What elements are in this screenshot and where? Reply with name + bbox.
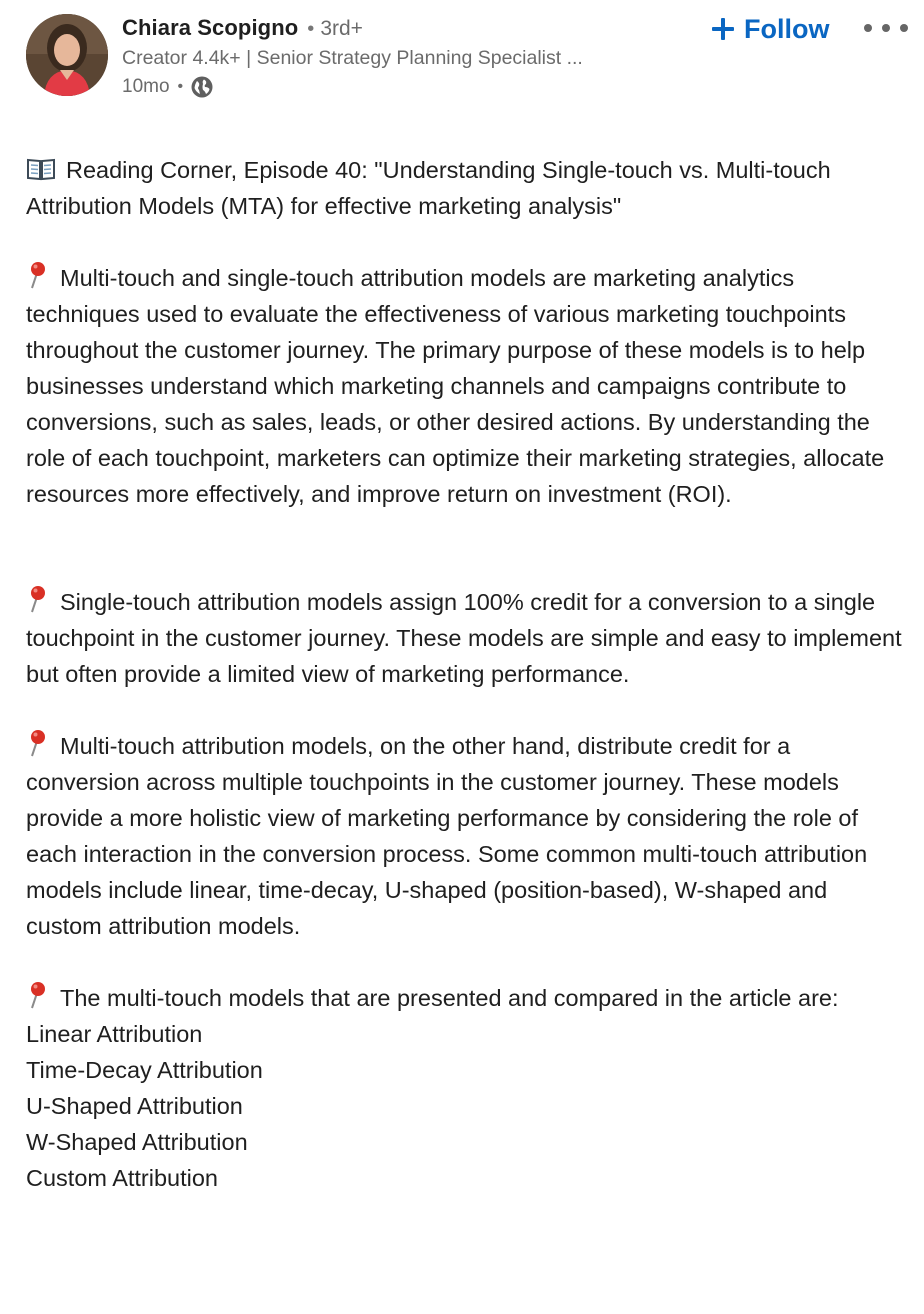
- spacer: [26, 512, 906, 584]
- paragraph-purpose: [26, 260, 906, 512]
- post-header: [0, 0, 924, 110]
- plus-icon: [712, 18, 734, 40]
- avatar[interactable]: [26, 14, 108, 96]
- globe-icon: [190, 75, 214, 99]
- more-dot-icon: [882, 24, 890, 32]
- list-item: Custom Attribution: [26, 1165, 219, 1191]
- round-pushpin-icon: [26, 981, 48, 1009]
- paragraph-multi-touch: [26, 728, 906, 944]
- list-item: W-Shaped Attribution: [26, 1129, 248, 1155]
- follow-label: Follow: [744, 13, 830, 44]
- paragraph-models-intro-text: The multi-touch models that are presented and compared in the article are:: [60, 985, 839, 1011]
- list-item: U-Shaped Attribution: [26, 1093, 243, 1119]
- follow-button[interactable]: [712, 10, 829, 48]
- post-title: Reading Corner, Episode 40: "Understanding Single-touch vs. Multi-touch Attribution Models (MTA) for effective marketing analysis": [26, 157, 831, 219]
- open-book-icon: [26, 155, 56, 179]
- round-pushpin-icon: [26, 585, 48, 613]
- paragraph-single-touch: [26, 584, 906, 692]
- author-name[interactable]: Chiara Scopigno: [122, 15, 299, 40]
- paragraph-single-touch-text: Single-touch attribution models assign 100% credit for a conversion to a single touchpoint in the customer journey. These models are simple and easy to implement but often provide a limited view of marketing performance.: [26, 589, 902, 687]
- author-headline: Creator 4.4k+ | Senior Strategy Planning Specialist ...: [122, 47, 583, 69]
- separator-dot: •: [307, 18, 315, 40]
- meta-separator-dot: •: [177, 78, 184, 95]
- post-time[interactable]: 10mo: [122, 76, 170, 97]
- round-pushpin-icon: [26, 729, 48, 757]
- spacer: [26, 224, 906, 260]
- paragraph-multi-touch-text: Multi-touch attribution models, on the other hand, distribute credit for a conversion across multiple touchpoints in the customer journey. These models provide a more holistic view of marketing performance by considering the role of each interaction in the conversion process. Some common multi-touch attribution models include linear, time-decay, U-shaped (position-based), W-shaped and custom attribution models.: [26, 733, 868, 939]
- list-item: Time-Decay Attribution: [26, 1057, 263, 1083]
- more-options-button[interactable]: [864, 20, 908, 36]
- more-dot-icon: [864, 24, 872, 32]
- author-line: [122, 15, 363, 49]
- spacer: [26, 944, 906, 980]
- post-meta: [122, 75, 214, 99]
- paragraph-purpose-text: Multi-touch and single-touch attribution models are marketing analytics techniques used to evaluate the effectiveness of various marketing touchpoints throughout the customer journey. The primary purpose of these models is to help businesses understand which marketing channels and campaigns contribute to conversions, such as sales, leads, or other desired actions. By understanding the role of each touchpoint, marketers can optimize their marketing strategies, allocate resources more effectively, and improve return on investment (ROI).: [26, 265, 885, 507]
- post-body: [26, 152, 906, 1196]
- paragraph-models-intro: [26, 980, 906, 1016]
- connection-degree: 3rd+: [320, 17, 363, 40]
- more-dot-icon: [900, 24, 908, 32]
- list-item: Linear Attribution: [26, 1021, 203, 1047]
- round-pushpin-icon: [26, 261, 48, 289]
- spacer: [26, 692, 906, 728]
- post-title-paragraph: [26, 152, 906, 224]
